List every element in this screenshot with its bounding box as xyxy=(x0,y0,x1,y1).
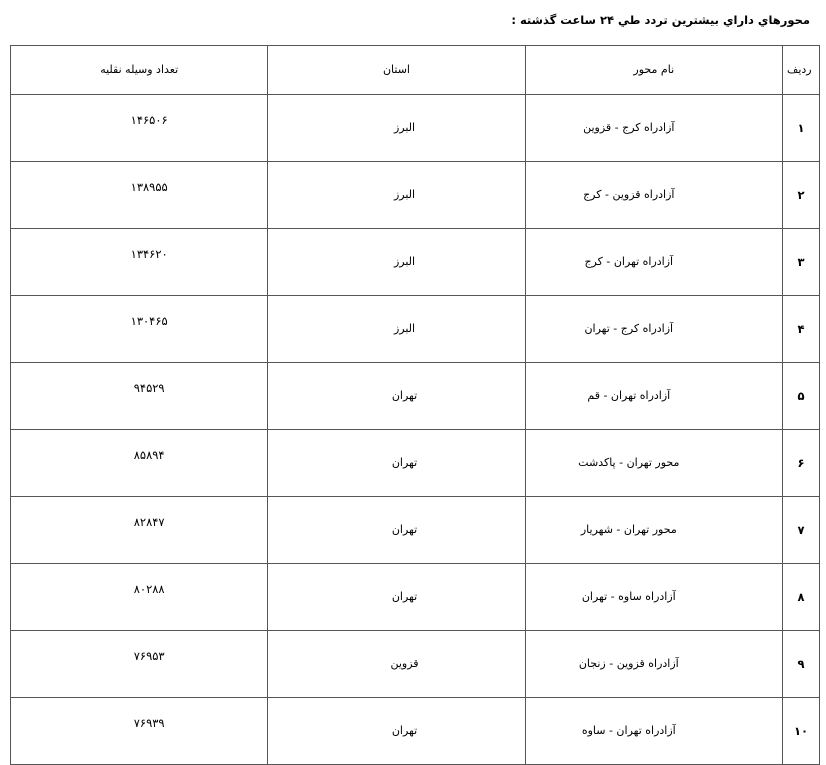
table-row xyxy=(11,296,820,363)
rank-cell: ۸ xyxy=(782,564,819,631)
vehicle-count-cell: ۷۶۹۵۳ xyxy=(11,631,268,698)
rank-cell: ۴ xyxy=(782,296,819,363)
province-cell: تهران xyxy=(268,363,525,430)
rank-cell: ۲ xyxy=(782,162,819,229)
road-name-cell: آزادراه تهران - کرج xyxy=(525,229,782,296)
table-row xyxy=(11,95,820,162)
rank-cell: ۵ xyxy=(782,363,819,430)
province-cell: قزوين xyxy=(268,631,525,698)
rank-cell: ۷ xyxy=(782,497,819,564)
rank-cell: ۱ xyxy=(782,95,819,162)
vehicle-count-cell: ۱۴۶۵۰۶ xyxy=(11,95,268,162)
province-cell: البرز xyxy=(268,229,525,296)
vehicle-count-cell: ۸۲۸۴۷ xyxy=(11,497,268,564)
rank-cell: ۶ xyxy=(782,430,819,497)
header-vehicle-count: تعداد وسيله نقليه xyxy=(11,46,268,95)
rank-cell: ۹ xyxy=(782,631,819,698)
table-row xyxy=(11,430,820,497)
page-heading: محورهاي داراي بيشترين تردد طي ۲۴ ساعت گذشته : xyxy=(511,13,810,27)
rank-cell: ۱۰ xyxy=(782,698,819,765)
province-cell: البرز xyxy=(268,296,525,363)
province-cell: تهران xyxy=(268,564,525,631)
province-cell: تهران xyxy=(268,698,525,765)
table-row xyxy=(11,564,820,631)
header-road-name: نام محور xyxy=(525,46,782,95)
table-header-row xyxy=(11,46,820,95)
road-name-cell: محور تهران - پاکدشت xyxy=(525,430,782,497)
table-row xyxy=(11,363,820,430)
vehicle-count-cell: ۹۴۵۲۹ xyxy=(11,363,268,430)
road-name-cell: آزادراه کرج - قزوين xyxy=(525,95,782,162)
province-cell: تهران xyxy=(268,430,525,497)
road-name-cell: آزادراه ساوه - تهران xyxy=(525,564,782,631)
road-name-cell: محور تهران - شهريار xyxy=(525,497,782,564)
province-cell: تهران xyxy=(268,497,525,564)
table-body xyxy=(11,95,820,765)
vehicle-count-cell: ۸۰۲۸۸ xyxy=(11,564,268,631)
road-name-cell: آزادراه قزوين - زنجان xyxy=(525,631,782,698)
header-rank: رديف xyxy=(782,46,819,95)
road-name-cell: آزادراه تهران - قم xyxy=(525,363,782,430)
rank-cell: ۳ xyxy=(782,229,819,296)
table-row xyxy=(11,497,820,564)
table-row xyxy=(11,229,820,296)
vehicle-count-cell: ۱۳۸۹۵۵ xyxy=(11,162,268,229)
road-name-cell: آزادراه تهران - ساوه xyxy=(525,698,782,765)
province-cell: البرز xyxy=(268,95,525,162)
vehicle-count-cell: ۸۵۸۹۴ xyxy=(11,430,268,497)
road-name-cell: آزادراه قزوين - کرج xyxy=(525,162,782,229)
province-cell: البرز xyxy=(268,162,525,229)
table-row xyxy=(11,631,820,698)
traffic-table xyxy=(10,45,820,765)
table-row xyxy=(11,162,820,229)
vehicle-count-cell: ۱۳۰۴۶۵ xyxy=(11,296,268,363)
vehicle-count-cell: ۷۶۹۳۹ xyxy=(11,698,268,765)
table-row xyxy=(11,698,820,765)
vehicle-count-cell: ۱۳۴۶۲۰ xyxy=(11,229,268,296)
header-province: استان xyxy=(268,46,525,95)
road-name-cell: آزادراه کرج - تهران xyxy=(525,296,782,363)
